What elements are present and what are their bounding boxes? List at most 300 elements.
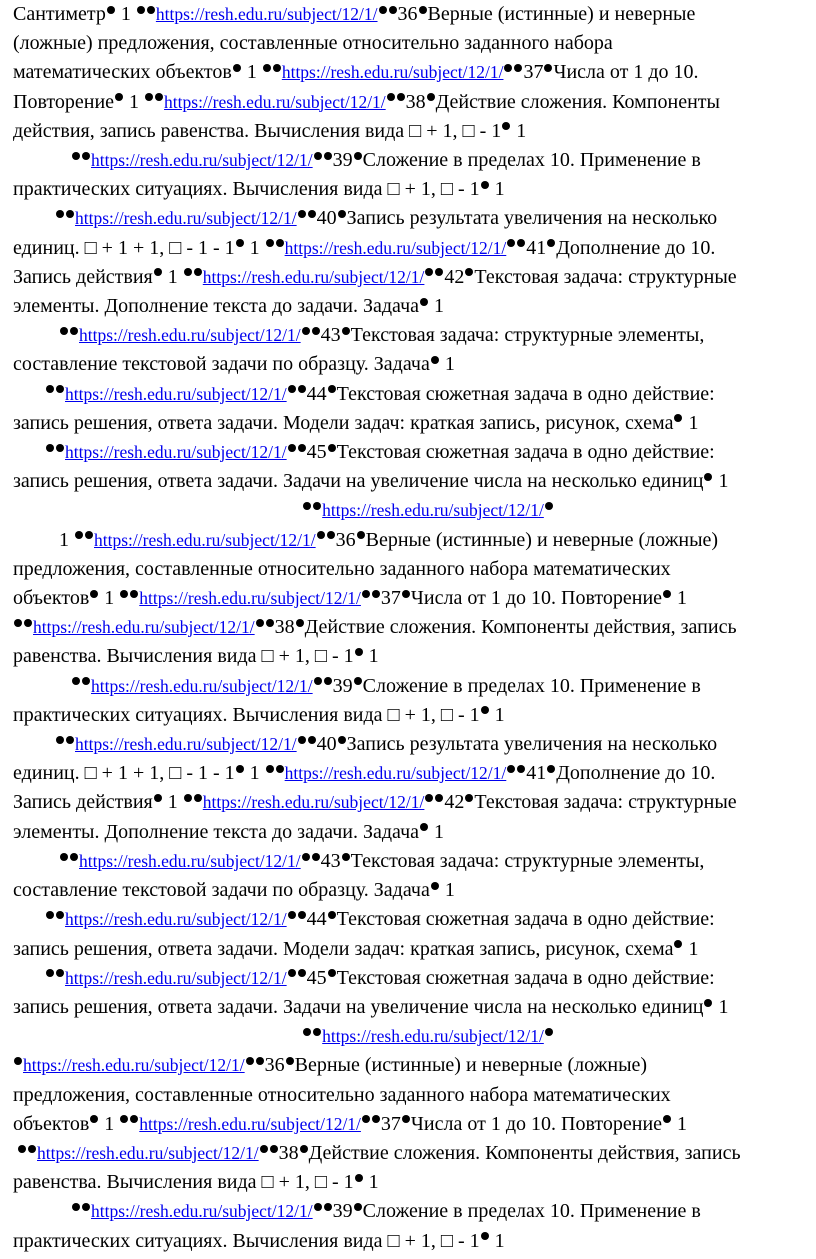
text-run: 38 <box>405 90 426 113</box>
bullet-icon <box>147 6 155 14</box>
bullet-icon <box>355 1174 363 1182</box>
bullet-icon <box>355 648 363 656</box>
text-run: 1 <box>99 1112 120 1135</box>
text-line <box>13 935 813 964</box>
text-run: 1 <box>713 470 729 493</box>
text-line <box>13 58 813 87</box>
resh-lesson-link[interactable]: https://resh.edu.ru/subject/12/1/ <box>23 1055 245 1076</box>
bullet-icon <box>342 853 350 861</box>
text-run: Числа от 1 до 10. Повторение <box>410 587 663 610</box>
bullet-icon <box>130 1115 138 1123</box>
text-run: Числа от 1 до 10. Повторение <box>410 1112 663 1135</box>
bullet-icon <box>313 502 321 510</box>
bullet-icon <box>324 152 332 160</box>
resh-lesson-link[interactable]: https://resh.edu.ru/subject/12/1/ <box>202 792 425 813</box>
bullet-icon <box>28 1145 36 1153</box>
text-line <box>13 847 813 876</box>
text-line <box>13 175 813 204</box>
resh-lesson-link[interactable]: https://resh.edu.ru/subject/12/1/ <box>37 1142 259 1163</box>
text-run: составление текстовой задачи по образцу. Задача <box>13 879 430 902</box>
bullet-icon <box>312 853 320 861</box>
bullet-icon <box>545 502 553 510</box>
bullet-icon <box>260 1145 268 1153</box>
text-line <box>13 321 813 350</box>
text-run: 1 <box>429 295 445 318</box>
text-line <box>13 555 813 584</box>
text-run: 42 <box>444 791 465 814</box>
bullet-icon <box>338 736 346 744</box>
bullet-icon <box>328 969 336 977</box>
text-run: 39 <box>332 674 353 697</box>
bullet-icon <box>107 6 115 14</box>
bullet-icon <box>354 152 362 160</box>
text-run: 40 <box>316 207 337 230</box>
bullet-icon <box>547 765 555 773</box>
bullet-icon <box>502 122 510 130</box>
resh-lesson-link[interactable]: https://resh.edu.ru/subject/12/1/ <box>33 617 255 638</box>
resh-lesson-link[interactable]: https://resh.edu.ru/subject/12/1/ <box>75 734 297 755</box>
document-body <box>13 0 813 1256</box>
bullet-icon <box>328 385 336 393</box>
bullet-icon <box>674 940 682 948</box>
text-run: 41 <box>526 762 547 785</box>
text-run: запись решения, ответа задачи. Модели задач: краткая запись, рисунок, схема <box>13 937 674 960</box>
text-run: 1 <box>124 90 145 113</box>
resh-lesson-link[interactable]: https://resh.edu.ru/subject/12/1/ <box>94 529 316 550</box>
bullet-icon <box>389 6 397 14</box>
bullet-icon <box>266 765 274 773</box>
bullet-icon <box>66 736 74 744</box>
bullet-icon <box>547 239 555 247</box>
text-run: Дополнение до 10. <box>556 762 716 785</box>
bullet-icon <box>663 590 671 598</box>
text-run: Сантиметр <box>13 3 106 25</box>
text-run: предложения, составленные относительно заданного набора математических <box>13 557 671 580</box>
text-run: запись решения, ответа задачи. Модели задач: краткая запись, рисунок, схема <box>13 411 674 434</box>
bullet-icon <box>288 444 296 452</box>
text-run: равенства. Вычисления вида □ + 1, □ - 1 <box>13 1171 354 1194</box>
bullet-icon <box>270 1145 278 1153</box>
text-line <box>13 29 813 58</box>
bullet-icon <box>288 911 296 919</box>
text-run: 43 <box>320 849 341 872</box>
bullet-icon <box>82 1203 90 1211</box>
bullet-icon <box>115 93 123 101</box>
bullet-icon <box>70 327 78 335</box>
text-run: Запись действия <box>13 791 153 814</box>
bullet-icon <box>276 765 284 773</box>
text-line <box>13 759 813 788</box>
bullet-icon <box>504 64 512 72</box>
resh-lesson-link[interactable]: https://resh.edu.ru/subject/12/1/ <box>65 442 287 463</box>
bullet-icon <box>298 736 306 744</box>
text-run: Текстовая сюжетная задача в одно действие: <box>336 441 715 464</box>
text-run: единиц. □ + 1 + 1, □ - 1 - 1 <box>13 236 235 259</box>
bullet-icon <box>194 794 202 802</box>
bullet-icon <box>154 794 162 802</box>
text-run: 37 <box>380 1112 401 1135</box>
bullet-icon <box>298 444 306 452</box>
bullet-icon <box>194 268 202 276</box>
text-line <box>13 642 813 671</box>
bullet-icon <box>402 590 410 598</box>
text-line <box>13 380 813 409</box>
text-line <box>13 438 813 467</box>
bullet-icon <box>288 969 296 977</box>
bullet-icon <box>137 6 145 14</box>
bullet-icon <box>324 677 332 685</box>
bullet-icon <box>514 64 522 72</box>
text-line <box>13 905 813 934</box>
text-run: составление текстовой задачи по образцу. Задача <box>13 353 430 376</box>
bullet-icon <box>24 619 32 627</box>
bullet-icon <box>354 677 362 685</box>
text-line <box>13 1110 813 1139</box>
text-run: 1 <box>244 236 265 259</box>
bullet-icon <box>298 911 306 919</box>
text-line <box>13 1197 813 1226</box>
bullet-icon <box>300 1145 308 1153</box>
bullet-icon <box>14 619 22 627</box>
bullet-icon <box>481 181 489 189</box>
bullet-icon <box>286 1057 294 1065</box>
resh-lesson-link[interactable]: https://resh.edu.ru/subject/12/1/ <box>139 588 361 609</box>
bullet-icon <box>72 1203 80 1211</box>
bullet-icon <box>397 93 405 101</box>
bullet-icon <box>420 298 428 306</box>
text-run: 1 <box>439 353 455 376</box>
text-run: запись решения, ответа задачи. Задачи на увеличение числа на несколько единиц <box>13 995 704 1018</box>
bullet-icon <box>431 356 439 364</box>
text-line <box>13 409 813 438</box>
bullet-icon <box>517 765 525 773</box>
text-line <box>13 204 813 233</box>
resh-lesson-link[interactable]: https://resh.edu.ru/subject/12/1/ <box>155 4 378 24</box>
bullet-icon <box>66 210 74 218</box>
bullet-icon <box>507 765 515 773</box>
bullet-icon <box>362 590 370 598</box>
text-run: 1 <box>363 1171 379 1194</box>
bullet-icon <box>507 239 515 247</box>
bullet-icon <box>256 1057 264 1065</box>
text-line <box>13 876 813 905</box>
resh-lesson-link[interactable]: https://resh.edu.ru/subject/12/1/ <box>322 500 544 521</box>
text-line <box>13 788 813 817</box>
resh-lesson-link[interactable]: https://resh.edu.ru/subject/12/1/ <box>281 62 504 83</box>
text-run: 1 <box>713 995 729 1018</box>
bullet-icon <box>312 327 320 335</box>
text-run: 1 <box>683 411 699 434</box>
text-run: 45 <box>306 966 327 989</box>
resh-lesson-link[interactable]: https://resh.edu.ru/subject/12/1/ <box>91 1201 313 1222</box>
bullet-icon <box>674 414 682 422</box>
text-run: 41 <box>526 236 547 259</box>
text-run: единиц. □ + 1 + 1, □ - 1 - 1 <box>13 762 235 785</box>
bullet-icon <box>60 327 68 335</box>
bullet-icon <box>155 93 163 101</box>
text-run: Действие сложения. Компоненты действия, запись <box>304 616 737 639</box>
text-run: предложения, составленные относительно заданного набора математических <box>13 1083 671 1106</box>
text-run: 42 <box>444 265 465 288</box>
bullet-icon <box>372 1115 380 1123</box>
bullet-icon <box>236 239 244 247</box>
bullet-icon <box>56 736 64 744</box>
text-run: 1 <box>683 937 699 960</box>
text-run: Текстовая сюжетная задача в одно действие: <box>336 382 715 405</box>
bullet-icon <box>72 152 80 160</box>
text-run: объектов <box>13 587 90 610</box>
bullet-icon <box>85 531 93 539</box>
resh-lesson-link[interactable]: https://resh.edu.ru/subject/12/1/ <box>322 1026 544 1047</box>
resh-lesson-link[interactable]: https://resh.edu.ru/subject/12/1/ <box>164 91 386 112</box>
bullet-icon <box>56 210 64 218</box>
text-run: элементы. Дополнение текста до задачи. Задача <box>13 820 420 843</box>
bullet-icon <box>296 619 304 627</box>
text-line <box>13 613 813 642</box>
bullet-icon <box>46 385 54 393</box>
bullet-icon <box>236 765 244 773</box>
bullet-icon <box>266 239 274 247</box>
bullet-icon <box>82 677 90 685</box>
text-run: 1 <box>363 645 379 668</box>
text-run: Запись действия <box>13 265 153 288</box>
bullet-icon <box>82 152 90 160</box>
bullet-icon <box>704 473 712 481</box>
text-run: 36 <box>335 528 356 551</box>
bullet-icon <box>425 268 433 276</box>
text-run: Текстовая задача: структурные элементы, <box>350 324 705 347</box>
bullet-icon <box>90 590 98 598</box>
text-run: Сложение в пределах 10. Применение в <box>362 149 701 172</box>
bullet-icon <box>545 1028 553 1036</box>
bullet-icon <box>328 444 336 452</box>
text-line <box>13 1051 813 1080</box>
text-line <box>13 292 813 321</box>
bullet-icon <box>481 706 489 714</box>
bullet-icon <box>56 385 64 393</box>
text-run: Текстовая задача: структурные элементы, <box>350 849 705 872</box>
resh-lesson-link[interactable]: https://resh.edu.ru/subject/12/1/ <box>202 266 425 287</box>
text-run: (ложные) предложения, составленные относительно заданного набора <box>13 32 613 55</box>
text-run: 1 <box>439 879 455 902</box>
text-line <box>13 993 813 1022</box>
resh-lesson-link[interactable]: https://resh.edu.ru/subject/12/1/ <box>91 150 313 171</box>
text-run: 1 <box>99 587 120 610</box>
text-run: 38 <box>274 616 295 639</box>
text-line <box>13 117 813 146</box>
resh-lesson-link[interactable]: https://resh.edu.ru/subject/12/1/ <box>284 763 507 784</box>
bullet-icon <box>420 823 428 831</box>
bullet-icon <box>431 882 439 890</box>
bullet-icon <box>298 210 306 218</box>
text-line <box>13 1168 813 1197</box>
bullet-icon <box>266 619 274 627</box>
bullet-icon <box>663 1115 671 1123</box>
text-run: 1 <box>162 265 183 288</box>
text-run: 1 <box>672 1112 688 1135</box>
resh-lesson-link[interactable]: https://resh.edu.ru/subject/12/1/ <box>284 237 507 258</box>
bullet-icon <box>517 239 525 247</box>
text-line <box>13 701 813 730</box>
bullet-icon <box>263 64 271 72</box>
bullet-icon <box>75 531 83 539</box>
bullet-icon <box>465 794 473 802</box>
text-run: 1 <box>489 1229 505 1252</box>
bullet-icon <box>46 969 54 977</box>
text-line <box>13 88 813 117</box>
text-run: Дополнение до 10. <box>556 236 716 259</box>
bullet-icon <box>427 93 435 101</box>
resh-lesson-link[interactable]: https://resh.edu.ru/subject/12/1/ <box>79 850 301 871</box>
bullet-icon <box>435 794 443 802</box>
text-run: Текстовая сюжетная задача в одно действие: <box>336 966 715 989</box>
bullet-icon <box>314 152 322 160</box>
bullet-icon <box>338 210 346 218</box>
text-run: 39 <box>332 149 353 172</box>
text-run: Сложение в пределах 10. Применение в <box>362 674 701 697</box>
text-run: Верные (истинные) и неверные (ложные) <box>365 528 719 551</box>
bullet-icon <box>90 1115 98 1123</box>
text-line <box>13 526 813 555</box>
text-line <box>13 263 813 292</box>
text-run: Повторение <box>13 90 115 113</box>
bullet-icon <box>70 853 78 861</box>
text-run: Текстовая сюжетная задача в одно действие: <box>336 908 715 931</box>
resh-lesson-link[interactable]: https://resh.edu.ru/subject/12/1/ <box>75 208 297 229</box>
bullet-icon <box>324 1203 332 1211</box>
text-line <box>13 234 813 263</box>
text-line <box>13 0 813 29</box>
bullet-icon <box>46 444 54 452</box>
text-run: математических объектов <box>13 61 232 84</box>
bullet-icon <box>308 736 316 744</box>
text-line <box>13 818 813 847</box>
bullet-icon <box>72 677 80 685</box>
text-run: 37 <box>380 587 401 610</box>
text-run: 44 <box>306 382 327 405</box>
bullet-icon <box>317 531 325 539</box>
bullet-icon <box>328 911 336 919</box>
text-run: Верные (истинные) и неверные <box>427 3 696 25</box>
bullet-icon <box>303 1028 311 1036</box>
text-run: 45 <box>306 441 327 464</box>
bullet-icon <box>362 1115 370 1123</box>
bullet-icon <box>14 1057 22 1065</box>
bullet-icon <box>387 93 395 101</box>
bullet-icon <box>184 794 192 802</box>
text-run: Действие сложения. Компоненты действия, запись <box>308 1141 741 1164</box>
bullet-icon <box>120 1115 128 1123</box>
text-run: 36 <box>264 1054 285 1077</box>
bullet-icon <box>357 531 365 539</box>
resh-lesson-link[interactable]: https://resh.edu.ru/subject/12/1/ <box>65 383 287 404</box>
text-run: 1 <box>489 703 505 726</box>
text-run: 1 <box>244 762 265 785</box>
text-line <box>13 1022 813 1051</box>
text-run: 1 <box>489 178 505 201</box>
text-run: равенства. Вычисления вида □ + 1, □ - 1 <box>13 645 354 668</box>
bullet-icon <box>60 853 68 861</box>
bullet-icon <box>372 590 380 598</box>
bullet-icon <box>302 853 310 861</box>
resh-lesson-link[interactable]: https://resh.edu.ru/subject/12/1/ <box>91 675 313 696</box>
bullet-icon <box>130 590 138 598</box>
bullet-icon <box>184 268 192 276</box>
text-run: запись решения, ответа задачи. Задачи на увеличение числа на несколько единиц <box>13 470 704 493</box>
text-run: 1 <box>672 587 688 610</box>
resh-lesson-link[interactable]: https://resh.edu.ru/subject/12/1/ <box>79 325 301 346</box>
text-run: 40 <box>316 733 337 756</box>
text-line <box>13 964 813 993</box>
bullet-icon <box>704 999 712 1007</box>
bullet-icon <box>56 444 64 452</box>
text-run: практических ситуациях. Вычисления вида □ + 1, □ - 1 <box>13 178 480 201</box>
text-run: Текстовая задача: структурные <box>474 791 737 814</box>
text-run: 38 <box>278 1141 299 1164</box>
bullet-icon <box>120 590 128 598</box>
text-run: 36 <box>397 3 418 25</box>
text-run: 1 <box>511 119 527 142</box>
bullet-icon <box>402 1115 410 1123</box>
text-run: 1 <box>115 3 136 25</box>
bullet-icon <box>276 239 284 247</box>
text-run: Сложение в пределах 10. Применение в <box>362 1200 701 1223</box>
bullet-icon <box>419 6 427 14</box>
text-run: Запись результата увеличения на несколько <box>346 733 718 756</box>
bullet-icon <box>246 1057 254 1065</box>
bullet-icon <box>313 1028 321 1036</box>
text-line <box>13 672 813 701</box>
bullet-icon <box>465 268 473 276</box>
text-run: практических ситуациях. Вычисления вида □ + 1, □ - 1 <box>13 1229 480 1252</box>
text-line <box>13 730 813 759</box>
bullet-icon <box>233 64 241 72</box>
bullet-icon <box>56 911 64 919</box>
text-run: 1 <box>429 820 445 843</box>
bullet-icon <box>327 531 335 539</box>
resh-lesson-link[interactable]: https://resh.edu.ru/subject/12/1/ <box>65 967 287 988</box>
text-run: 43 <box>320 324 341 347</box>
bullet-icon <box>354 1203 362 1211</box>
bullet-icon <box>256 619 264 627</box>
bullet-icon <box>46 911 54 919</box>
resh-lesson-link[interactable]: https://resh.edu.ru/subject/12/1/ <box>65 909 287 930</box>
text-run: действия, запись равенства. Вычисления вида □ + 1, □ - 1 <box>13 119 502 142</box>
text-run: практических ситуациях. Вычисления вида □ + 1, □ - 1 <box>13 703 480 726</box>
text-run: 1 <box>162 791 183 814</box>
bullet-icon <box>308 210 316 218</box>
text-run: 1 <box>241 61 262 84</box>
resh-lesson-link[interactable]: https://resh.edu.ru/subject/12/1/ <box>139 1113 361 1134</box>
text-line <box>13 584 813 613</box>
text-run: 39 <box>332 1200 353 1223</box>
bullet-icon <box>481 1232 489 1240</box>
bullet-icon <box>379 6 387 14</box>
bullet-icon <box>425 794 433 802</box>
text-run: Запись результата увеличения на несколько <box>346 207 718 230</box>
text-line <box>13 1081 813 1110</box>
text-run: Текстовая задача: структурные <box>474 265 737 288</box>
bullet-icon <box>298 969 306 977</box>
bullet-icon <box>288 385 296 393</box>
bullet-icon <box>154 268 162 276</box>
text-run: Верные (истинные) и неверные (ложные) <box>294 1054 648 1077</box>
text-line <box>13 1139 813 1168</box>
bullet-icon <box>302 327 310 335</box>
text-run: Действие сложения. Компоненты <box>435 90 720 113</box>
text-line <box>13 1227 813 1256</box>
text-line <box>13 496 813 525</box>
